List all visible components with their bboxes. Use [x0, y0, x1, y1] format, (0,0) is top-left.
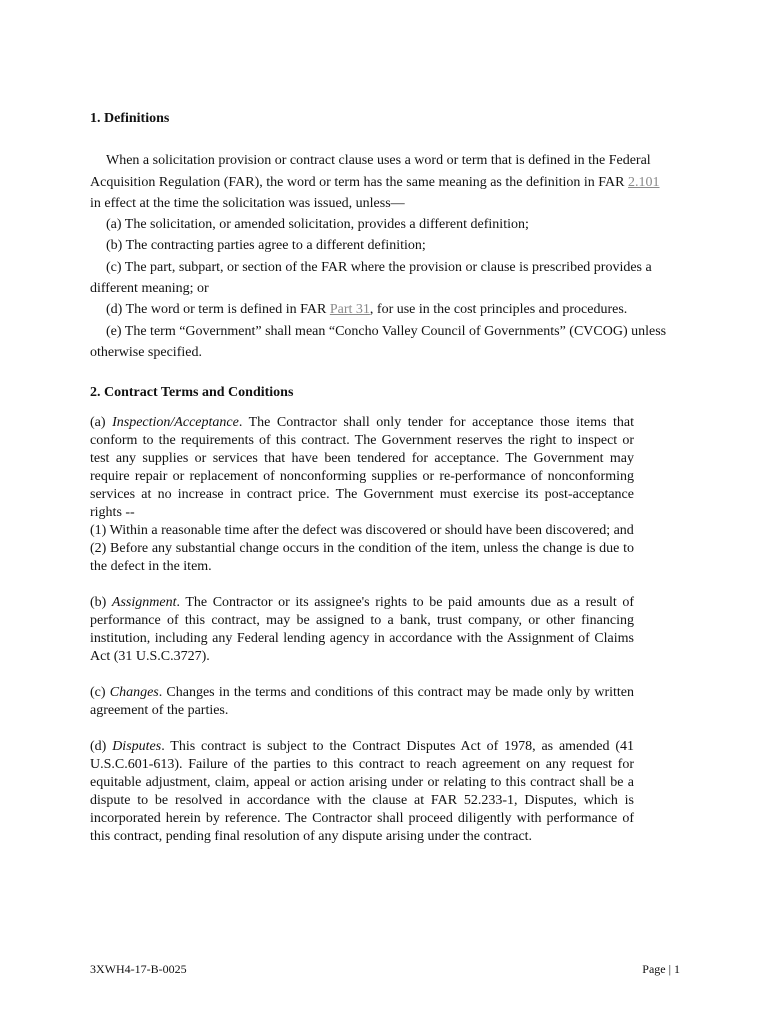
footer-page-number: Page | 1: [642, 962, 680, 976]
far-part-31-link[interactable]: Part 31: [329, 302, 370, 318]
far-2-101-link[interactable]: 2.101: [628, 174, 660, 190]
section-heading: 1. Definitions: [90, 111, 170, 126]
definition-item-b: (b) The contracting parties agree to a different definition;: [106, 238, 426, 254]
clause-sub-item: (1) Within a reasonable time after the defect was discovered or should have been discovered; and: [90, 523, 634, 538]
clause-changes: (c) Changes. Changes in the terms and conditions of this contract may be made only by written agreement of the parties.: [90, 685, 634, 718]
clause-sub-item: (2) Before any substantial change occurs in the condition of the item, unless the change is due to the defect in the item.: [90, 541, 634, 574]
definitions-intro: When a solicitation provision or contract clause uses a word or term that is defined in the Federal Acquisition Regulation (FAR), the word or term has the same meaning as the definition in FAR 2.101 in effect at the time the solicitation was issued, unless—: [90, 153, 660, 211]
clause-title: Inspection/Acceptance: [112, 415, 239, 430]
section-heading: 2. Contract Terms and Conditions: [90, 385, 294, 400]
clause-disputes: (d) Disputes. This contract is subject to the Contract Disputes Act of 1978, as amended (41 U.S.C.601-613). Failure of the parties to this contract to reach agreement on any request for equitable adjustment, claim, appeal or action arising under or relating to this contract shall be a dispute to be resolved in accordance with the clause at FAR 52.233-1, Disputes, which is incorporated herein by reference. The Contractor shall proceed diligently with performance of this contract, pending final resolution of any dispute arising under the contract.: [90, 739, 635, 844]
definition-item-d: (d) The word or term is defined in FAR Part 31, for use in the cost principles and procedures.: [106, 302, 628, 318]
section-definitions: [90, 108, 670, 363]
clause-inspection-acceptance: (a) Inspection/Acceptance. The Contractor shall only tender for acceptance those items that conform to the requirements of this contract. The Government reserves the right to inspect or test any supplies or services that have been tendered for acceptance. The Government may require repair or replacement of nonconforming supplies or re-performance of nonconforming services at no increase in contract price. The Government must exercise its post-acceptance rights -- (1) Within a reasonable time after the defect was discovered or should have been discovered; and (2) Before any substantial change occurs in the condition of the item, unless the change is due to the defect in the item.: [90, 415, 635, 574]
section-contract-terms: [90, 384, 634, 864]
definition-item-c: (c) The part, subpart, or section of the FAR where the provision or clause is prescribed provides a different meaning; or: [90, 259, 652, 297]
clause-title: Assignment: [111, 595, 177, 610]
clause-title: Disputes: [112, 739, 162, 754]
clause-title: Changes: [109, 685, 159, 700]
definition-item-a: (a) The solicitation, or amended solicitation, provides a different definition;: [106, 217, 529, 233]
footer-doc-number: 3XWH4-17-B-0025: [90, 962, 187, 976]
definition-item-e: (e) The term “Government” shall mean “Concho Valley Council of Governments” (CVCOG) unless otherwise specified.: [90, 323, 667, 360]
clause-assignment: (b) Assignment. The Contractor or its assignee's rights to be paid amounts due as a result of performance of this contract, may be assigned to a bank, trust company, or other financing institution, including any Federal lending agency in accordance with the Assignment of Claims Act (31 U.S.C.3727).: [90, 595, 634, 664]
